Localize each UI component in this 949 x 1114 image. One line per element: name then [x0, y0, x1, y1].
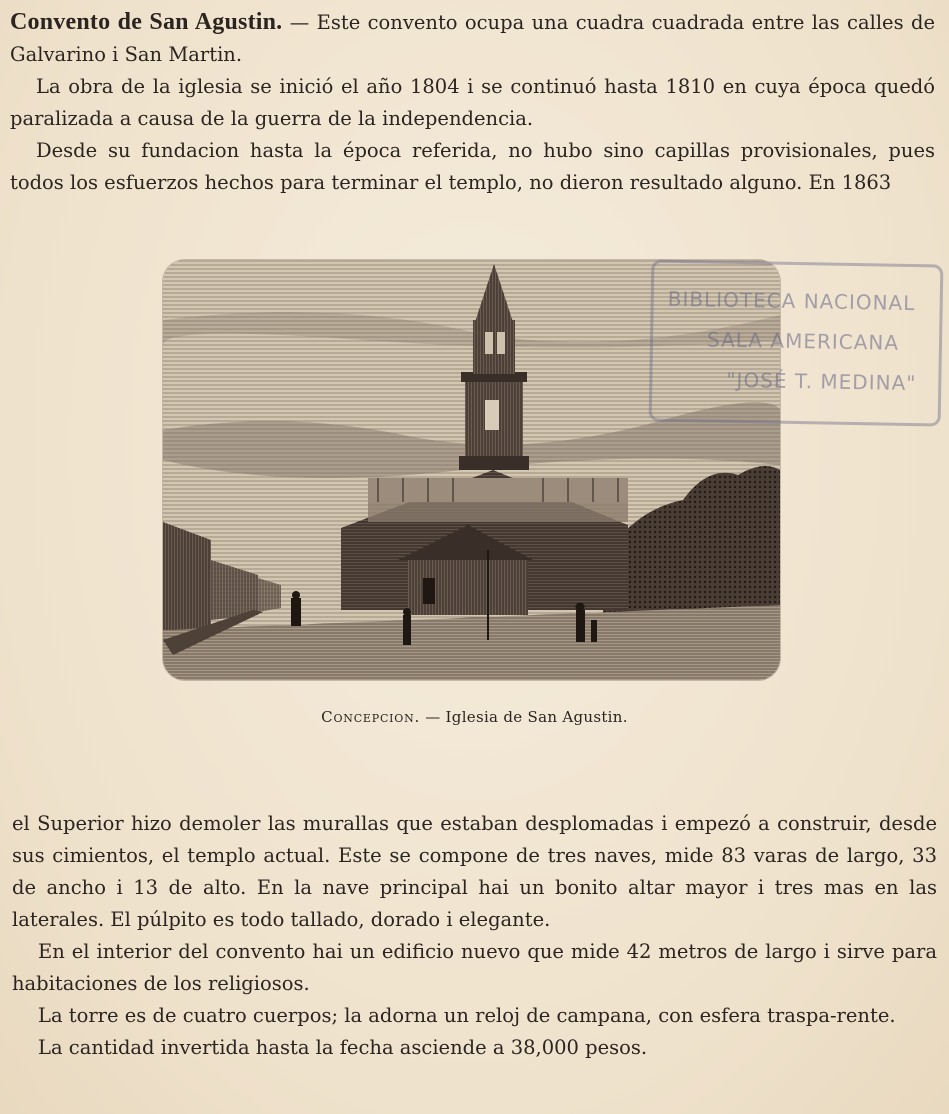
stamp-line: "JOSÉ T. MEDINA"	[726, 367, 917, 396]
library-stamp	[649, 259, 944, 426]
caption-place: Concepcion.	[321, 708, 421, 726]
paragraph-1: La obra de la iglesia se inició el año 1804 i se continuó hasta 1810 en cuya época quedó paralizada a causa de la guerra de la independencia.	[10, 75, 935, 130]
caption-text: — Iglesia de San Agustin.	[420, 708, 628, 726]
stamp-line: BIBLIOTECA NACIONAL	[667, 286, 916, 316]
paragraph-6: La cantidad invertida hasta la fecha asciende a 38,000 pesos.	[38, 1036, 648, 1059]
section-title: Convento de San Agustin.	[10, 9, 283, 35]
bottom-text-block	[12, 808, 937, 1064]
heading-paragraph	[10, 6, 935, 71]
paragraph-3: el Superior hizo demoler las murallas que estaban desplomadas i empezó a construir, desde sus cimientos, el templo actual. Este se compone de tres naves, mide 83 varas de largo, 33 de ancho i 13 de alto. En la nave principal hai un bonito altar mayor i tres mas en las laterales. El púlpito es todo tallado, dorado i elegante.	[12, 812, 937, 931]
top-text-block	[10, 4, 935, 199]
paragraph-5: La torre es de cuatro cuerpos; la adorna un reloj de campana, con esfera traspa-rente.	[38, 1004, 896, 1027]
paragraph-2: Desde su fundacion hasta la época referida, no hubo sino capillas provisionales, pues todos los esfuerzos hechos para terminar el templo, no dieron resultado alguno. En 1863	[10, 139, 935, 194]
figure-caption	[0, 708, 949, 726]
paragraph-4: En el interior del convento hai un edificio nuevo que mide 42 metros de largo i sirve para habitaciones de los religiosos.	[12, 940, 937, 995]
heading-text: — Este convento ocupa una cuadra cuadrada entre las calles de Galvarino i San Martin.	[10, 11, 935, 66]
stamp-line: SALA AMERICANA	[706, 327, 900, 355]
